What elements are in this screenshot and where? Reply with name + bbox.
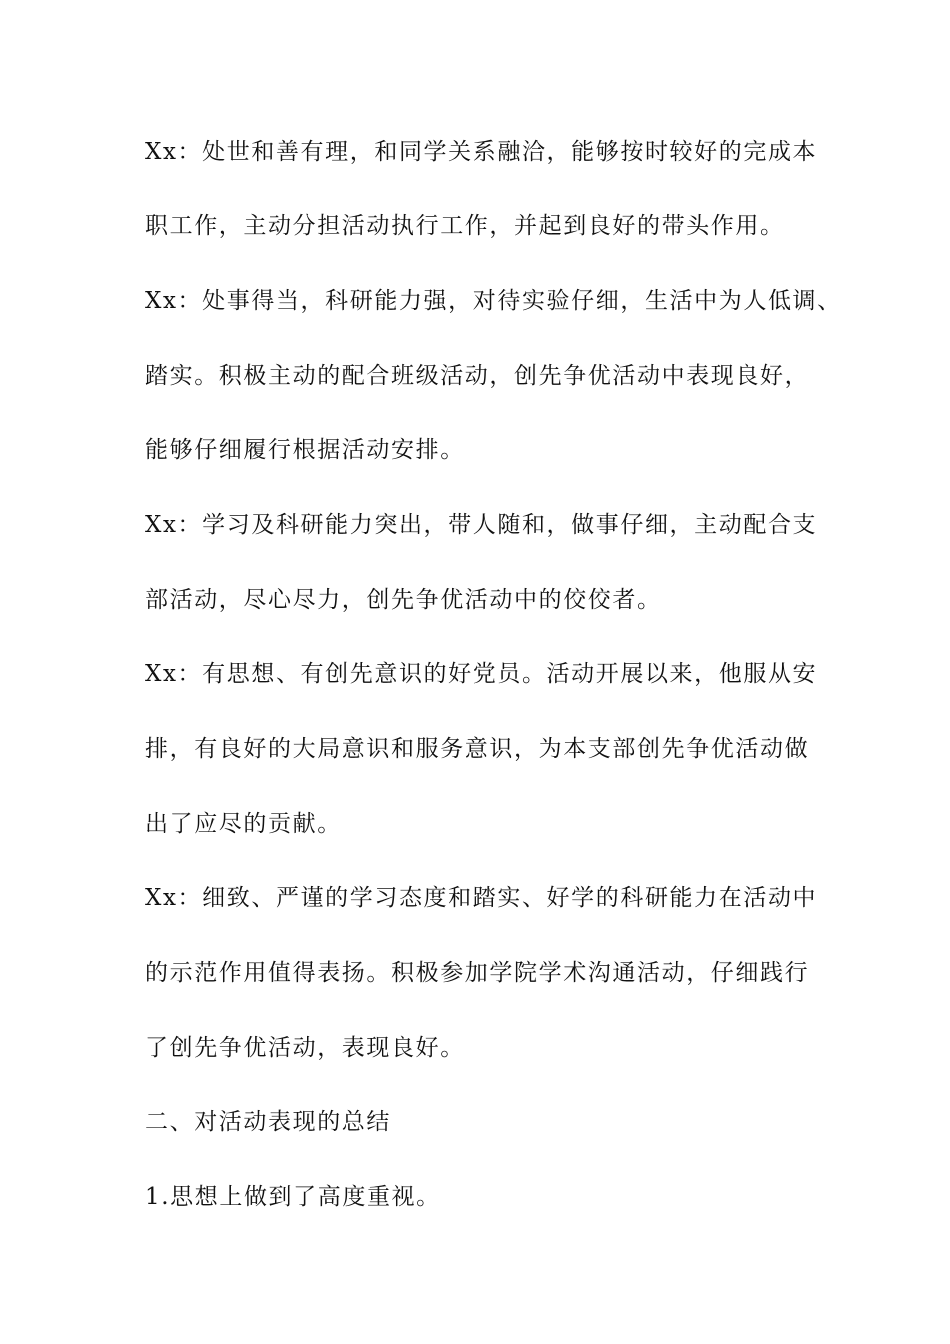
paragraph-line-8: Xx：有思想、有创先意识的好党员。活动开展以来，他服从安 xyxy=(145,661,818,687)
paragraph-line-7: 部活动，尽心尽力，创先争优活动中的佼佼者。 xyxy=(145,587,662,613)
paragraph-line-12: 的示范作用值得表扬。积极参加学院学术沟通活动，仔细践行 xyxy=(145,960,810,986)
paragraph-line-13: 了创先争优活动，表现良好。 xyxy=(145,1035,465,1061)
paragraph-line-5: 能够仔细履行根据活动安排。 xyxy=(145,437,465,463)
paragraph-line-10: 出了应尽的贡献。 xyxy=(145,811,342,837)
paragraph-line-6: Xx：学习及科研能力突出，带人随和，做事仔细，主动配合支 xyxy=(145,512,818,538)
paragraph-line-3: Xx：处事得当，科研能力强，对待实验仔细，生活中为人低调、 xyxy=(145,288,842,314)
paragraph-line-11: Xx：细致、严谨的学习态度和踏实、好学的科研能力在活动中 xyxy=(145,885,818,911)
section-heading: 二、对活动表现的总结 xyxy=(145,1109,391,1135)
numbered-item-1: 1.思想上做到了高度重视。 xyxy=(145,1184,441,1210)
paragraph-line-9: 排，有良好的大局意识和服务意识，为本支部创先争优活动做 xyxy=(145,736,810,762)
paragraph-line-4: 踏实。积极主动的配合班级活动，创先争优活动中表现良好， xyxy=(145,363,810,389)
paragraph-line-1: Xx：处世和善有理，和同学关系融洽，能够按时较好的完成本 xyxy=(145,139,818,165)
paragraph-line-2: 职工作，主动分担活动执行工作，并起到良好的带头作用。 xyxy=(145,213,785,239)
